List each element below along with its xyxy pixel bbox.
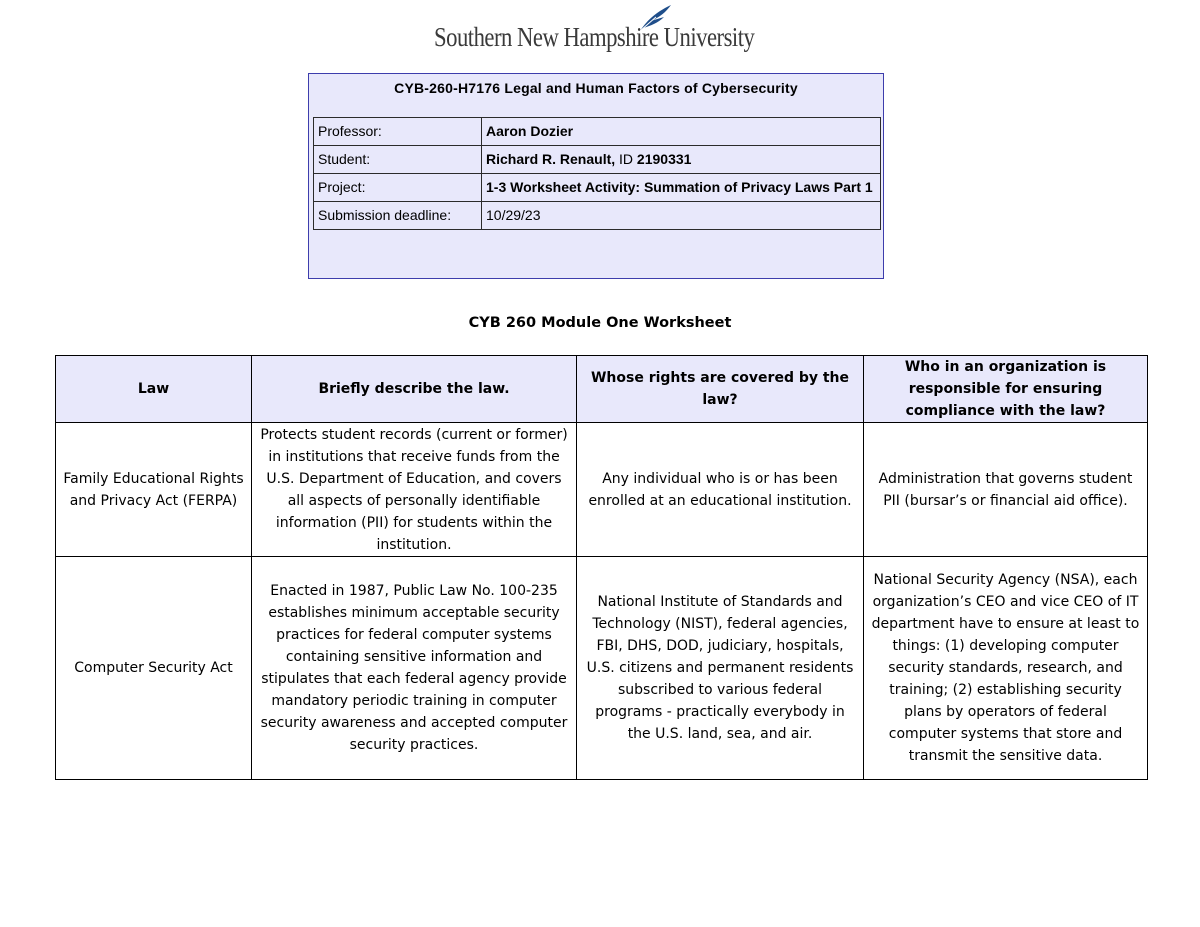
column-header-description: Briefly describe the law. bbox=[252, 356, 577, 423]
law-cell: Computer Security Act bbox=[56, 557, 252, 780]
info-row-project bbox=[314, 174, 881, 202]
worksheet-title: CYB 260 Module One Worksheet bbox=[468, 315, 732, 331]
info-row-student bbox=[314, 146, 881, 174]
info-value: Aaron Dozier bbox=[482, 118, 881, 146]
university-logo bbox=[430, 4, 770, 54]
rights-cell: Any individual who is or has been enrolled at an educational institution. bbox=[577, 423, 864, 557]
info-value: 1-3 Worksheet Activity: Summation of Privacy Laws Part 1 bbox=[482, 174, 881, 202]
student-name: Richard R. Renault, bbox=[486, 151, 616, 167]
column-header-law: Law bbox=[56, 356, 252, 423]
column-header-rights: Whose rights are covered by the law? bbox=[577, 356, 864, 423]
info-row-professor bbox=[314, 118, 881, 146]
info-row-deadline bbox=[314, 202, 881, 230]
description-cell: Protects student records (current or former) in institutions that receive funds from the U.S. Department of Education, and covers all aspects of personally identifiable information (PII) for students within the institution. bbox=[252, 423, 577, 557]
student-id: 2190331 bbox=[636, 151, 692, 167]
column-header-responsible: Who in an organization is responsible for ensuring compliance with the law? bbox=[864, 356, 1148, 423]
table-header-row bbox=[56, 356, 1148, 423]
info-value bbox=[482, 146, 881, 174]
responsible-cell: Administration that governs student PII (bursar’s or financial aid office). bbox=[864, 423, 1148, 557]
table-row bbox=[56, 423, 1148, 557]
logo-wordmark: Southern New Hampshire University bbox=[434, 22, 755, 52]
description-cell: Enacted in 1987, Public Law No. 100-235 establishes minimum acceptable security practices for federal computer systems containing sensitive information and stipulates that each federal agency provide mandatory periodic training in computer security awareness and accepted computer security practices. bbox=[252, 557, 577, 780]
worksheet-table bbox=[55, 355, 1148, 780]
rights-cell: National Institute of Standards and Technology (NIST), federal agencies, FBI, DHS, DOD, judiciary, hospitals, U.S. citizens and permanent residents subscribed to various federal programs - practically everybody in the U.S. land, sea, and air. bbox=[577, 557, 864, 780]
info-label: Project: bbox=[314, 174, 482, 202]
info-label: Student: bbox=[314, 146, 482, 174]
info-label: Submission deadline: bbox=[314, 202, 482, 230]
info-value: 10/29/23 bbox=[482, 202, 881, 230]
course-title: CYB-260-H7176 Legal and Human Factors of Cybersecurity bbox=[394, 80, 798, 96]
law-cell: Family Educational Rights and Privacy Act (FERPA) bbox=[56, 423, 252, 557]
course-info-box bbox=[308, 73, 884, 279]
info-label: Professor: bbox=[314, 118, 482, 146]
table-row bbox=[56, 557, 1148, 780]
responsible-cell: National Security Agency (NSA), each organization’s CEO and vice CEO of IT department have to ensure at least to things: (1) developing computer security standards, research, and training; (2) establishing security plans by operators of federal computer systems that store and transmit the sensitive data. bbox=[864, 557, 1148, 780]
course-info-table bbox=[313, 117, 881, 230]
student-id-label: ID bbox=[615, 151, 637, 167]
